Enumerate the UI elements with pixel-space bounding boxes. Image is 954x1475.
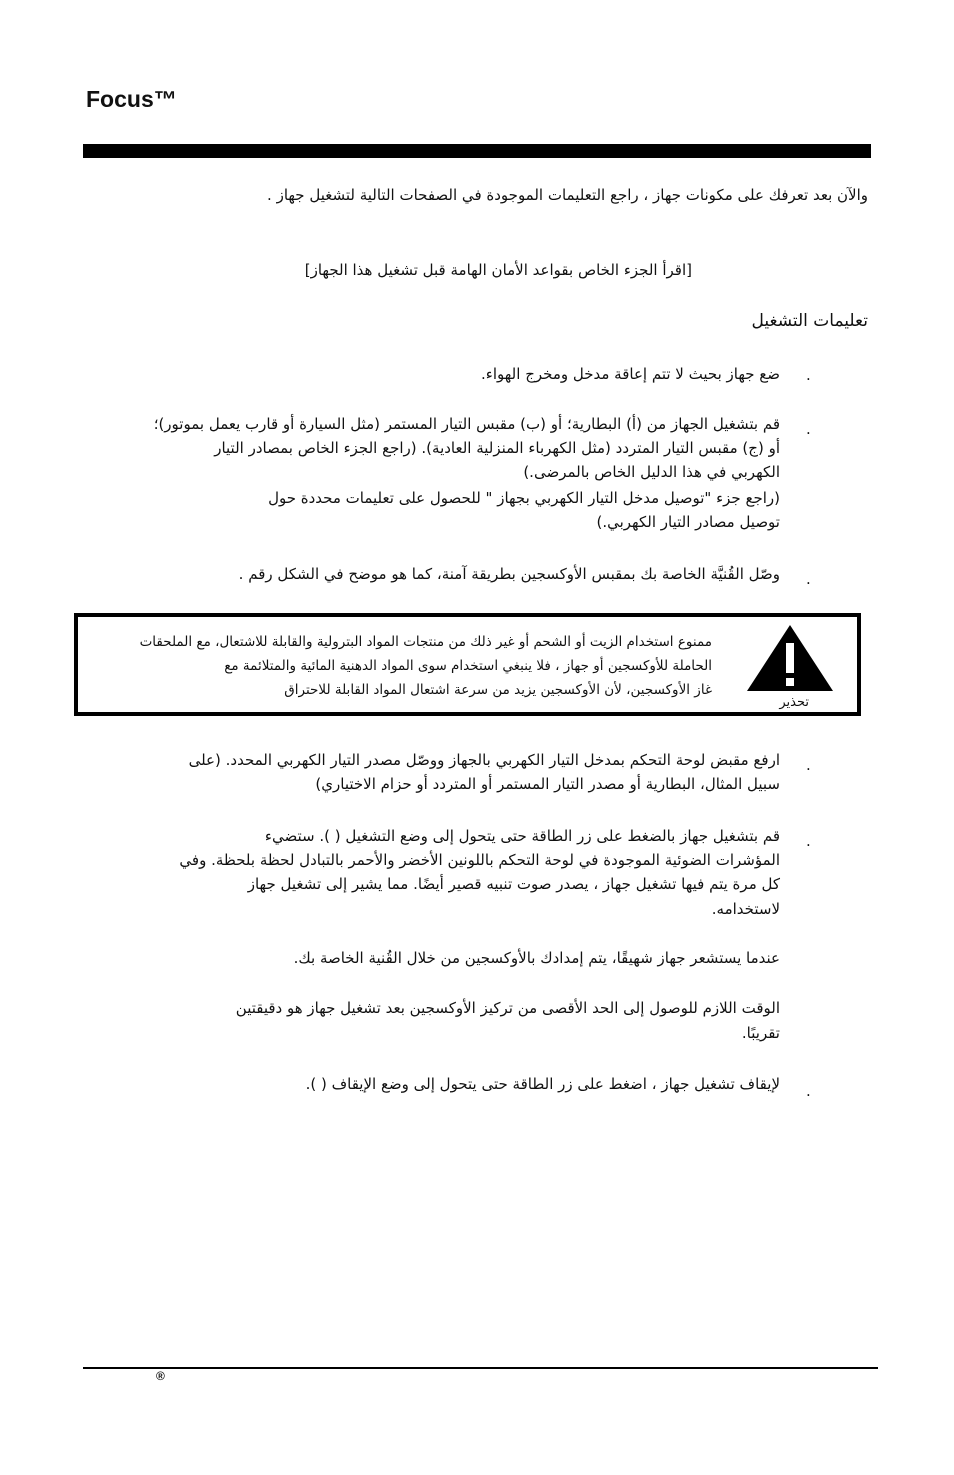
- step-line: لإيقاف تشغيل جهاز ، اضغط على زر الطاقة حتى يتحول إلى وضع الإيقاف ( ).: [305, 1075, 780, 1093]
- section-heading: تعليمات التشغيل: [751, 311, 868, 331]
- step-line: ارفع مقبض لوحة التحكم بمدخل التيار الكهربي بالجهاز ووصّل مصدر التيار الكهربي المحدد. (على: [188, 751, 780, 769]
- step-marker: .: [806, 366, 811, 384]
- step-line: المؤشرات الضوئية الموجودة في لوحة التحكم باللونين الأخضر والأحمر بالتبادل لحظة بلحظة. وفي: [179, 851, 780, 869]
- step-line: توصيل مصادر التيار الكهربي.): [596, 513, 780, 531]
- info-line: الوقت اللازم للوصول إلى الحد الأقصى من تركيز الأوكسجين بعد تشغيل جهاز هو دقيقتين: [235, 999, 780, 1017]
- step-line: ضع جهاز بحيث لا تتم إعاقة مدخل ومخرج الهواء.: [481, 365, 780, 383]
- step-line: الكهربي في هذا الدليل الخاص بالمرضى.): [523, 463, 780, 481]
- warning-line: الحاملة للأوكسجين أو جهاز ، فلا ينبغي استخدام سوى المواد الدهنية المائية والمتلائمة مع: [224, 658, 712, 674]
- step-line: لاستخدامه.: [711, 900, 780, 918]
- footer-rule: [83, 1367, 878, 1369]
- step-marker: .: [806, 756, 811, 774]
- info-line: تقريبًا.: [741, 1024, 780, 1042]
- step-line: قم بتشغيل الجهاز من (أ) البطارية؛ أو (ب) مقبس التيار المستمر (مثل السيارة أو قارب يعمل بموتور)؛: [153, 415, 780, 433]
- registered-mark: ®: [156, 1369, 165, 1383]
- step-line: (راجع جزء "توصيل مدخل التيار الكهربي بجهاز " للحصول على تعليمات محددة حول: [268, 489, 780, 507]
- step-line: سبيل المثال، البطارية أو مصدر التيار المستمر أو المتردد أو حزام الاختياري): [315, 775, 780, 793]
- safety-note: [اقرأ الجزء الخاص بقواعد الأمان الهامة قبل تشغيل هذا الجهاز]: [304, 261, 692, 279]
- document-title: Focus™: [86, 86, 177, 112]
- header-rule: [83, 144, 871, 158]
- warning-triangle-icon: [745, 623, 835, 693]
- step-line: كل مرة يتم فيها تشغيل جهاز ، يصدر صوت تنبيه قصير أيضًا. مما يشير إلى تشغيل جهاز: [247, 875, 780, 893]
- warning-label: تحذير: [779, 695, 809, 710]
- step-marker: .: [806, 420, 811, 438]
- info-line: عندما يستشعر جهاز شهيقًا، يتم إمدادك بالأوكسجين من خلال القُنية الخاصة بك.: [293, 949, 780, 967]
- step-marker: .: [806, 1082, 811, 1100]
- warning-line: ممنوع استخدام الزيت أو الشحم أو غير ذلك من منتجات المواد البترولية والقابلة للاشتعال، مع الملحقات: [139, 634, 712, 650]
- warning-line: غاز الأوكسجين، لأن الأوكسجين يزيد من سرعة اشتعال المواد القابلة للاحتراق: [284, 682, 712, 698]
- step-line: قم بتشغيل جهاز بالضغط على زر الطاقة حتى يتحول إلى وضع التشغيل ( ). ستضيء: [264, 827, 780, 845]
- intro-text: والآن بعد تعرفك على مكونات جهاز ، راجع التعليمات الموجودة في الصفحات التالية لتشغيل جهاز .: [267, 186, 868, 204]
- step-line: أو (ج) مقبس التيار المتردد (مثل الكهرباء المنزلية العادية). (راجع الجزء الخاص بمصادر التيار: [214, 439, 780, 457]
- step-marker: .: [806, 832, 811, 850]
- step-marker: .: [806, 570, 811, 588]
- step-line: وصّل القُنيَّة الخاصة بك بمقبس الأوكسجين بطريقة آمنة، كما هو موضح في الشكل رقم .: [238, 565, 780, 583]
- warning-box: [74, 613, 861, 716]
